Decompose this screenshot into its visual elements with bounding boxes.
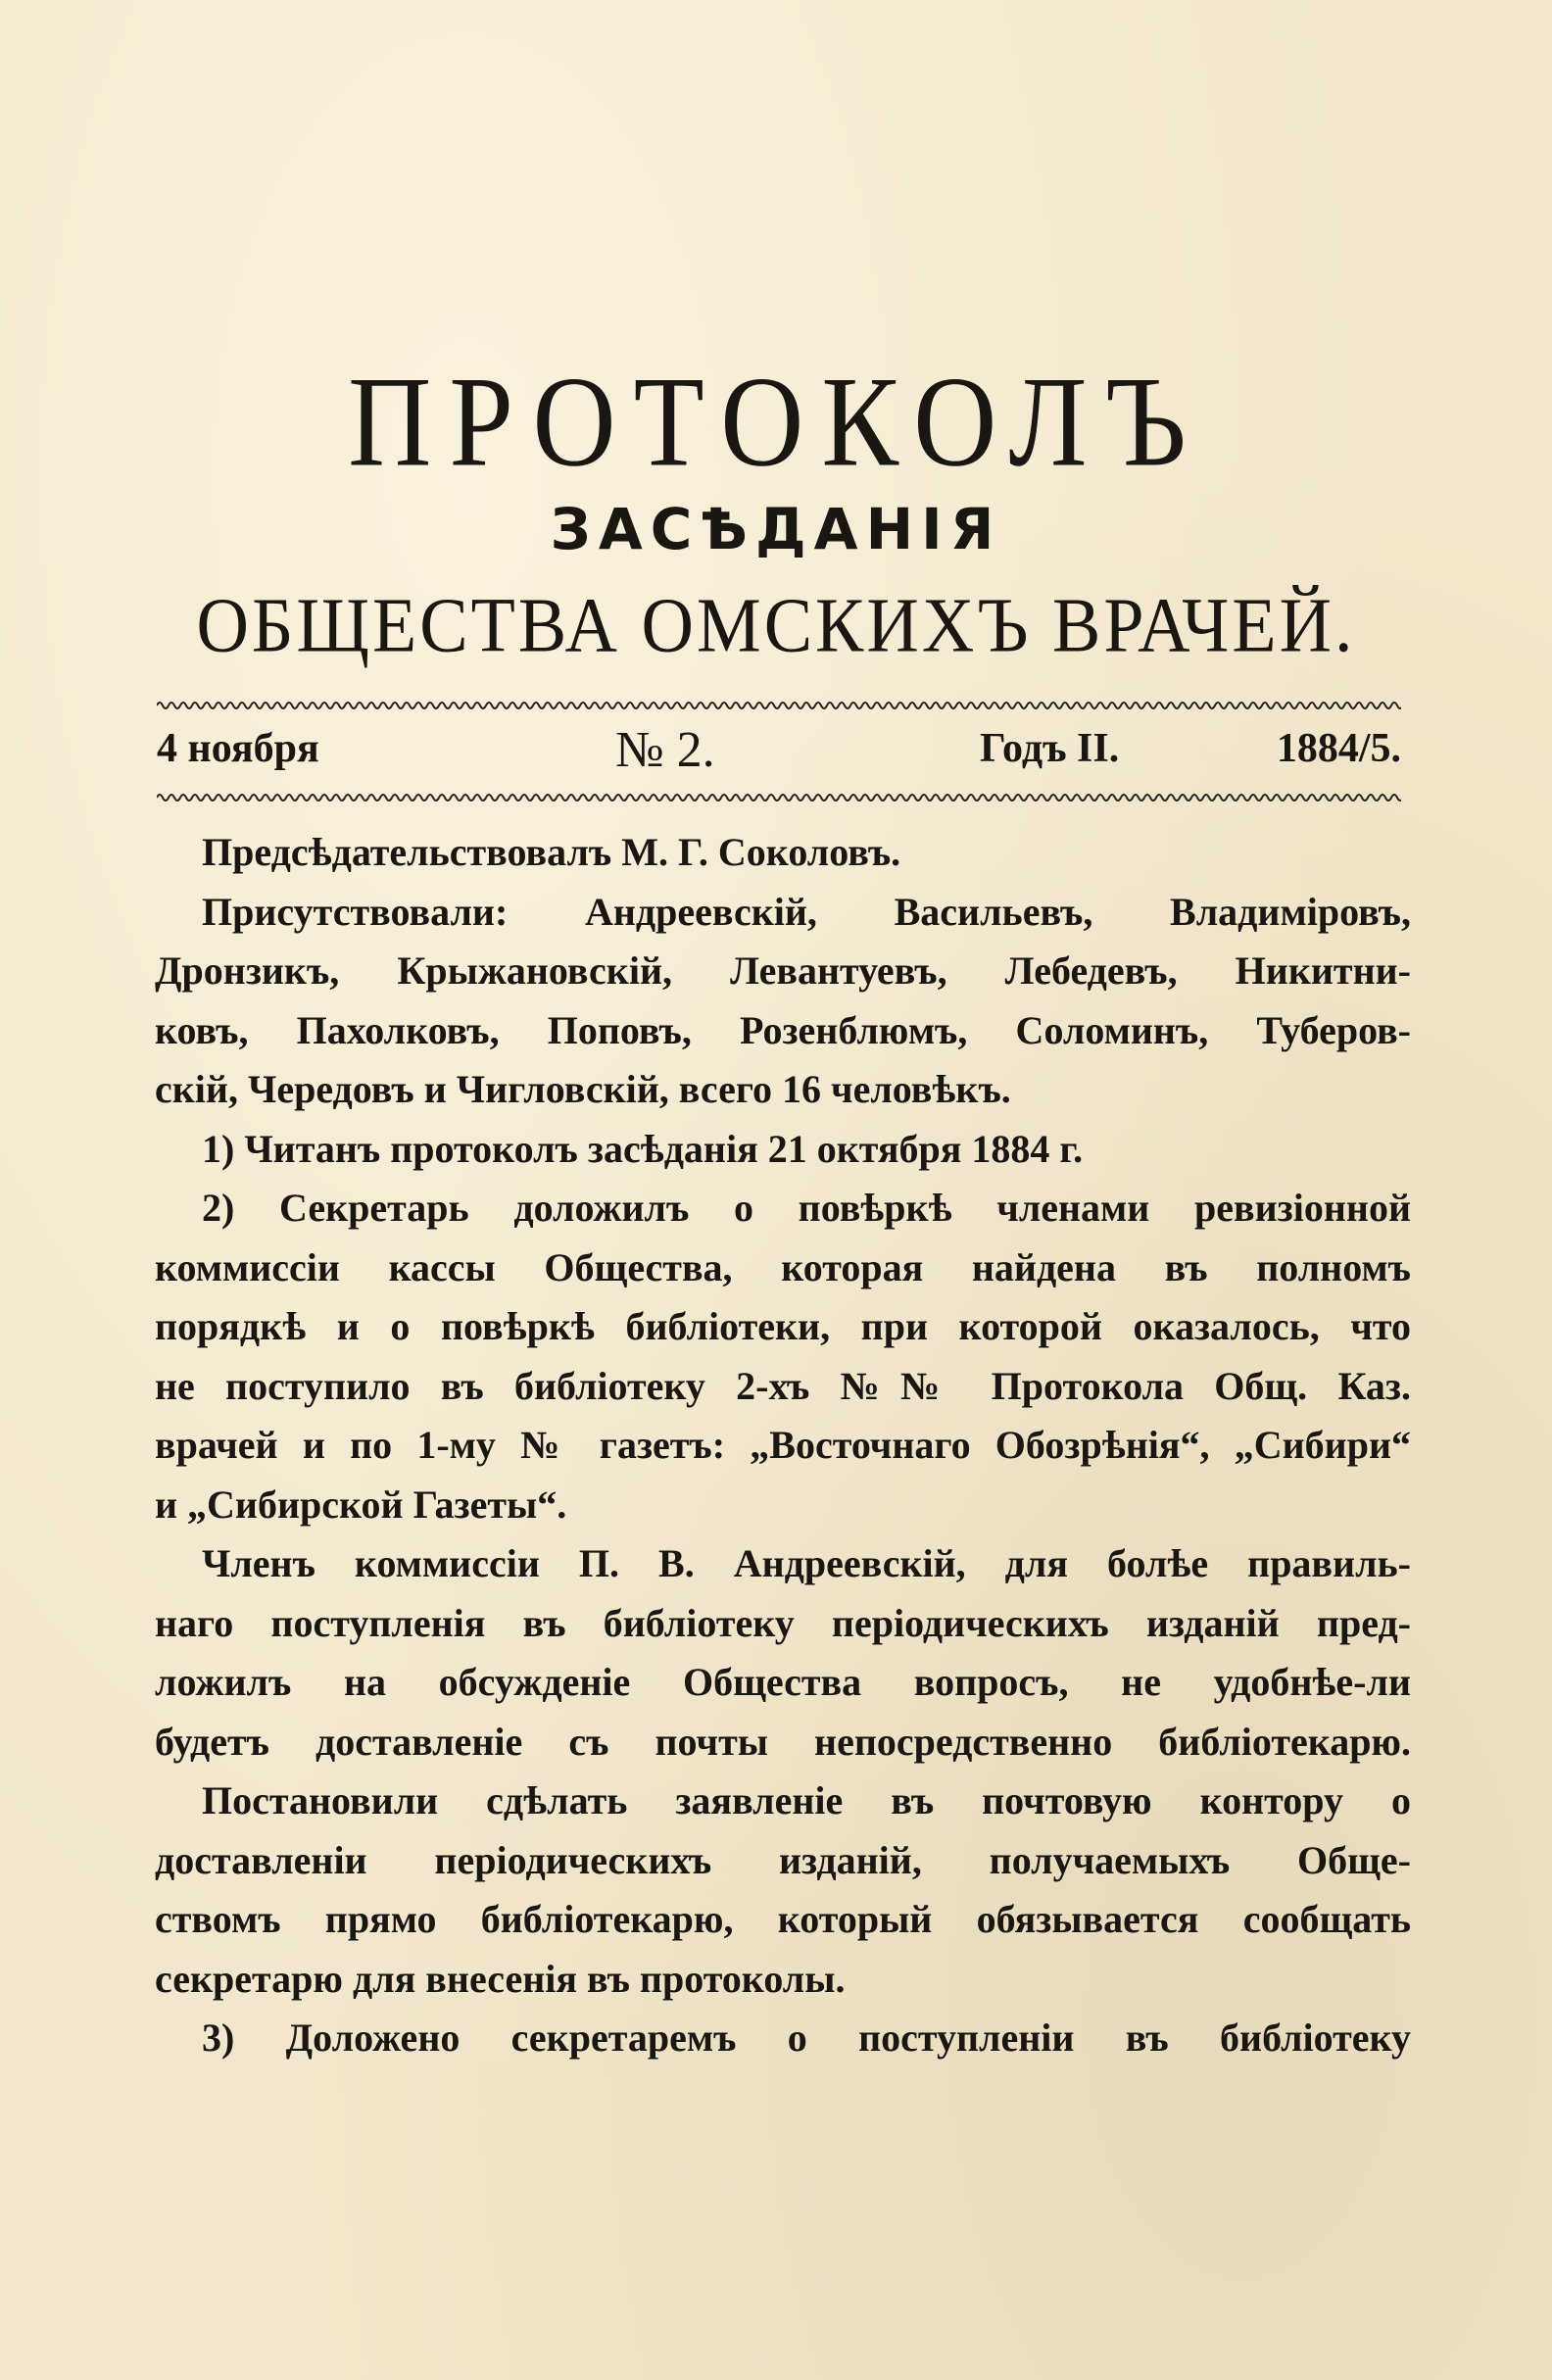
wavy-rule-top-graphic xyxy=(157,698,1401,713)
body-line: скій, Чередовъ и Чигловскій, всего 16 человѣкъ. xyxy=(155,1067,1011,1111)
body-line: коммиссіи кассы Общества, которая найдена въ полномъ xyxy=(155,1244,1411,1289)
body-line: секретарю для внесенія въ протоколы. xyxy=(155,1956,846,2001)
issue-date: 4 ноября xyxy=(157,726,319,771)
body-line: Предсѣдательствовалъ М. Г. Соколовъ. xyxy=(202,830,901,874)
wavy-rule-bottom-graphic xyxy=(157,790,1401,805)
body-line: врачей и по 1-му № газетъ: „Восточнаго Обозрѣнія“, „Сибири“ xyxy=(155,1423,1411,1467)
issue-year: Годъ II. xyxy=(980,726,1120,771)
protocol-body xyxy=(155,823,1411,2068)
issue-number: № 2. xyxy=(615,722,715,778)
body-line: ствомъ прямо библіотекарю, который обязывается сообщать xyxy=(155,1897,1411,1941)
issue-info-line xyxy=(157,722,1401,784)
body-line: Постановили сдѣлать заявленіе въ почтовую контору о xyxy=(202,1778,1411,1822)
body-line: Членъ коммиссіи П. В. Андреевскій, для болѣе правиль- xyxy=(202,1541,1411,1585)
body-line: порядкѣ и о повѣркѣ библіотеки, при которой оказалось, что xyxy=(155,1304,1411,1348)
body-line: 3) Доложено секретаремъ о поступленіи въ библіотеку xyxy=(202,2016,1411,2060)
body-line: ложилъ на обсужденіе Общества вопросъ, не удобнѣе-ли xyxy=(155,1660,1411,1704)
body-line: Дронзикъ, Крыжановскій, Левантуевъ, Лебедевъ, Никитни- xyxy=(155,948,1411,993)
body-line: и „Сибирской Газеты“. xyxy=(155,1481,567,1527)
wavy-rule-bottom xyxy=(157,790,1401,805)
society-name: ОБЩЕСТВА ОМСКИХЪ ВРАЧЕЙ. xyxy=(196,582,1356,669)
body-line: Присутствовали: Андреевскій, Васильевъ, Владиміровъ, xyxy=(202,889,1411,934)
body-line: не поступило въ библіотеку 2-хъ №№ Протокола Общ. Каз. xyxy=(155,1363,1411,1408)
session-subtitle: ЗАСѢДАНІЯ xyxy=(550,496,1002,562)
session-year: 1884/5. xyxy=(1276,726,1401,771)
wavy-rule-top xyxy=(157,698,1401,713)
protocol-title: ПРОТОКОЛЪ xyxy=(348,349,1204,494)
body-line: доставленіи періодическихъ изданій, получаемыхъ Обще- xyxy=(155,1837,1411,1882)
body-line: ковъ, Пахолковъ, Поповъ, Розенблюмъ, Соломинъ, Туберов- xyxy=(155,1007,1411,1052)
body-line: 2) Секретарь доложилъ о повѣркѣ членами ревизіонной xyxy=(202,1186,1411,1230)
body-line: наго поступленія въ библіотеку періодическихъ изданій пред- xyxy=(155,1600,1411,1645)
body-line: 1) Читанъ протоколъ засѣданія 21 октября 1884 г. xyxy=(202,1126,1084,1171)
body-line: будетъ доставленіе съ почты непосредственно библіотекарю. xyxy=(155,1719,1411,1764)
